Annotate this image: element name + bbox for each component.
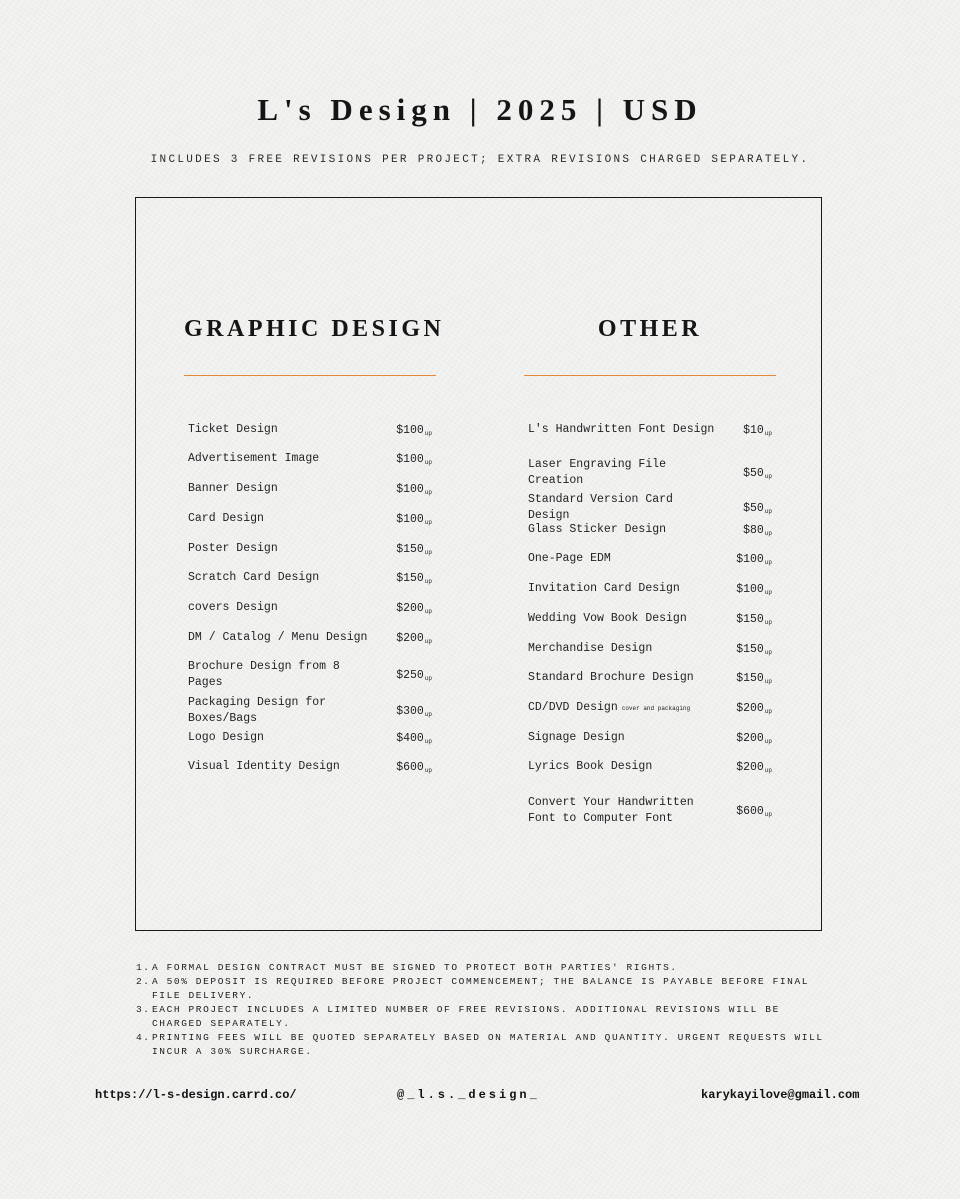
column-divider [524,375,776,376]
price-row [188,541,432,557]
price-row [528,492,772,524]
service-price: $200up [396,601,432,615]
service-name: Standard Brochure Design [528,671,694,684]
service-price: $50up [743,501,772,515]
price-suffix: up [764,588,772,596]
term-item: 1. A FORMAL DESIGN CONTRACT MUST BE SIGNED TO PROTECT BOTH PARTIES' RIGHTS. [136,962,678,973]
service-price: $150up [396,542,432,556]
service-name: Lyrics Book Design [528,760,653,773]
service-name: Invitation Card Design [528,582,680,595]
service-name: One-Page EDM [528,552,611,565]
terms-list [136,961,836,1059]
price-row [188,730,432,746]
page-subtitle: INCLUDES 3 FREE REVISIONS PER PROJECT; EXTRA REVISIONS CHARGED SEPARATELY. [150,154,810,166]
service-name: Standard Version Card Design [528,493,673,522]
page-title: L's Design | 2025 | USD [257,92,703,127]
price-row [528,641,772,657]
service-price: $10up [743,423,772,437]
service-name: Signage Design [528,731,625,744]
price-suffix: up [424,766,432,774]
price-suffix: up [764,507,772,515]
service-name: DM / Catalog / Menu Design [188,631,368,644]
service-name: Visual Identity Design [188,760,340,773]
price-suffix: up [764,558,772,566]
price-suffix: up [764,708,772,715]
price-suffix: up [764,737,772,745]
service-price: $150up [396,571,432,585]
price-row [188,695,432,727]
term-text: PRINTING FEES WILL BE QUOTED SEPARATELY BASED ON MATERIAL AND QUANTITY. URGENT REQUESTS WILL INCUR A 30% SURCHARGE. [152,1032,824,1057]
price-row [528,759,772,775]
price-suffix: up [764,677,772,685]
service-name: Merchandise Design [528,642,653,655]
service-name: Laser Engraving File Creation [528,458,667,487]
service-price: $300up [396,704,432,718]
price-suffix: up [424,637,432,645]
service-name: Glass Sticker Design [528,523,667,536]
service-price: $400up [396,731,432,745]
service-note: cover and packaging [621,705,691,712]
service-name: Advertisement Image [188,452,320,465]
term-text: A FORMAL DESIGN CONTRACT MUST BE SIGNED TO PROTECT BOTH PARTIES' RIGHTS. [152,962,678,973]
service-price: $600up [736,804,772,818]
price-row [188,451,432,467]
service-price: $100up [736,582,772,596]
price-suffix: up [764,472,772,480]
price-suffix: up [424,458,432,466]
price-row [528,611,772,627]
service-price: $100up [396,512,432,526]
price-row [188,570,432,586]
service-name: CD/DVD Design cover and packaging [528,701,691,714]
price-row [528,522,772,538]
service-price: $150up [736,671,772,685]
service-price: $600up [396,760,432,774]
service-name: Scratch Card Design [188,571,320,584]
term-text: EACH PROJECT INCLUDES A LIMITED NUMBER OF FREE REVISIONS. ADDITIONAL REVISIONS WILL BE CHARGED SEPARATELY. [152,1004,780,1029]
column-divider [184,375,436,376]
service-price: $150up [736,612,772,626]
price-row [528,551,772,567]
price-list-frame [135,197,822,931]
email-link[interactable]: karykayilove@gmail.com [701,1088,860,1102]
service-price: $200up [396,631,432,645]
service-name: Poster Design [188,542,278,555]
service-name: L's Handwritten Font Design [528,423,715,436]
column-title-graphic-design: GRAPHIC DESIGN [184,316,445,342]
price-row [188,659,432,691]
price-suffix: up [424,548,432,556]
service-name: Brochure Design from 8 Pages [188,660,340,689]
price-row [528,670,772,686]
service-price: $100up [736,552,772,566]
service-price: $100up [396,452,432,466]
social-handle[interactable]: @_l.s._design_ [397,1088,540,1102]
service-price: $200up [736,760,772,774]
price-row [188,481,432,497]
service-price: $100up [396,482,432,496]
website-link[interactable]: https://l-s-design.carrd.co/ [95,1088,297,1102]
price-row [528,730,772,746]
price-suffix: up [764,648,772,656]
price-suffix: up [424,518,432,526]
service-name: Card Design [188,512,264,525]
service-name: Banner Design [188,482,278,495]
service-price: $200up [736,731,772,745]
price-suffix: up [764,618,772,626]
price-row [188,759,432,775]
price-suffix: up [424,710,432,718]
price-row [528,422,772,438]
term-item: 2. A 50% DEPOSIT IS REQUIRED BEFORE PROJECT COMMENCEMENT; THE BALANCE IS PAYABLE BEFORE FINAL FILE DELIVERY. [136,975,836,1003]
price-suffix: up [424,607,432,615]
price-row [528,457,772,489]
price-row [188,630,432,646]
price-suffix: up [764,429,772,437]
service-name: Packaging Design for Boxes/Bags [188,696,327,725]
service-price: $100up [396,423,432,437]
price-row [528,700,772,717]
service-name: covers Design [188,601,278,614]
price-suffix: up [424,737,432,745]
price-suffix: up [764,529,772,537]
service-price: $200up [736,702,772,715]
price-row [188,511,432,527]
price-row [188,600,432,616]
price-suffix: up [424,674,432,682]
term-item: 3. EACH PROJECT INCLUDES A LIMITED NUMBER OF FREE REVISIONS. ADDITIONAL REVISIONS WILL BE CHARGED SEPARATELY. [136,1003,836,1031]
service-name: Ticket Design [188,423,278,436]
price-row [528,581,772,597]
price-row [528,795,772,827]
service-name: Convert Your Handwritten Font to Computer Font [528,796,694,825]
service-price: $80up [743,523,772,537]
service-price: $150up [736,642,772,656]
price-suffix: up [764,810,772,818]
service-name: Wedding Vow Book Design [528,612,687,625]
price-suffix: up [424,488,432,496]
price-row [188,422,432,438]
price-suffix: up [764,766,772,774]
term-text: A 50% DEPOSIT IS REQUIRED BEFORE PROJECT COMMENCEMENT; THE BALANCE IS PAYABLE BEFORE FINAL FILE DELIVERY. [152,976,810,1001]
service-price: $250up [396,668,432,682]
service-name: Logo Design [188,731,264,744]
term-item: 4. PRINTING FEES WILL BE QUOTED SEPARATELY BASED ON MATERIAL AND QUANTITY. URGENT REQUESTS WILL INCUR A 30% SURCHARGE. [136,1031,836,1059]
service-price: $50up [743,466,772,480]
column-title-other: OTHER [597,316,703,342]
price-suffix: up [424,577,432,585]
price-suffix: up [424,429,432,437]
